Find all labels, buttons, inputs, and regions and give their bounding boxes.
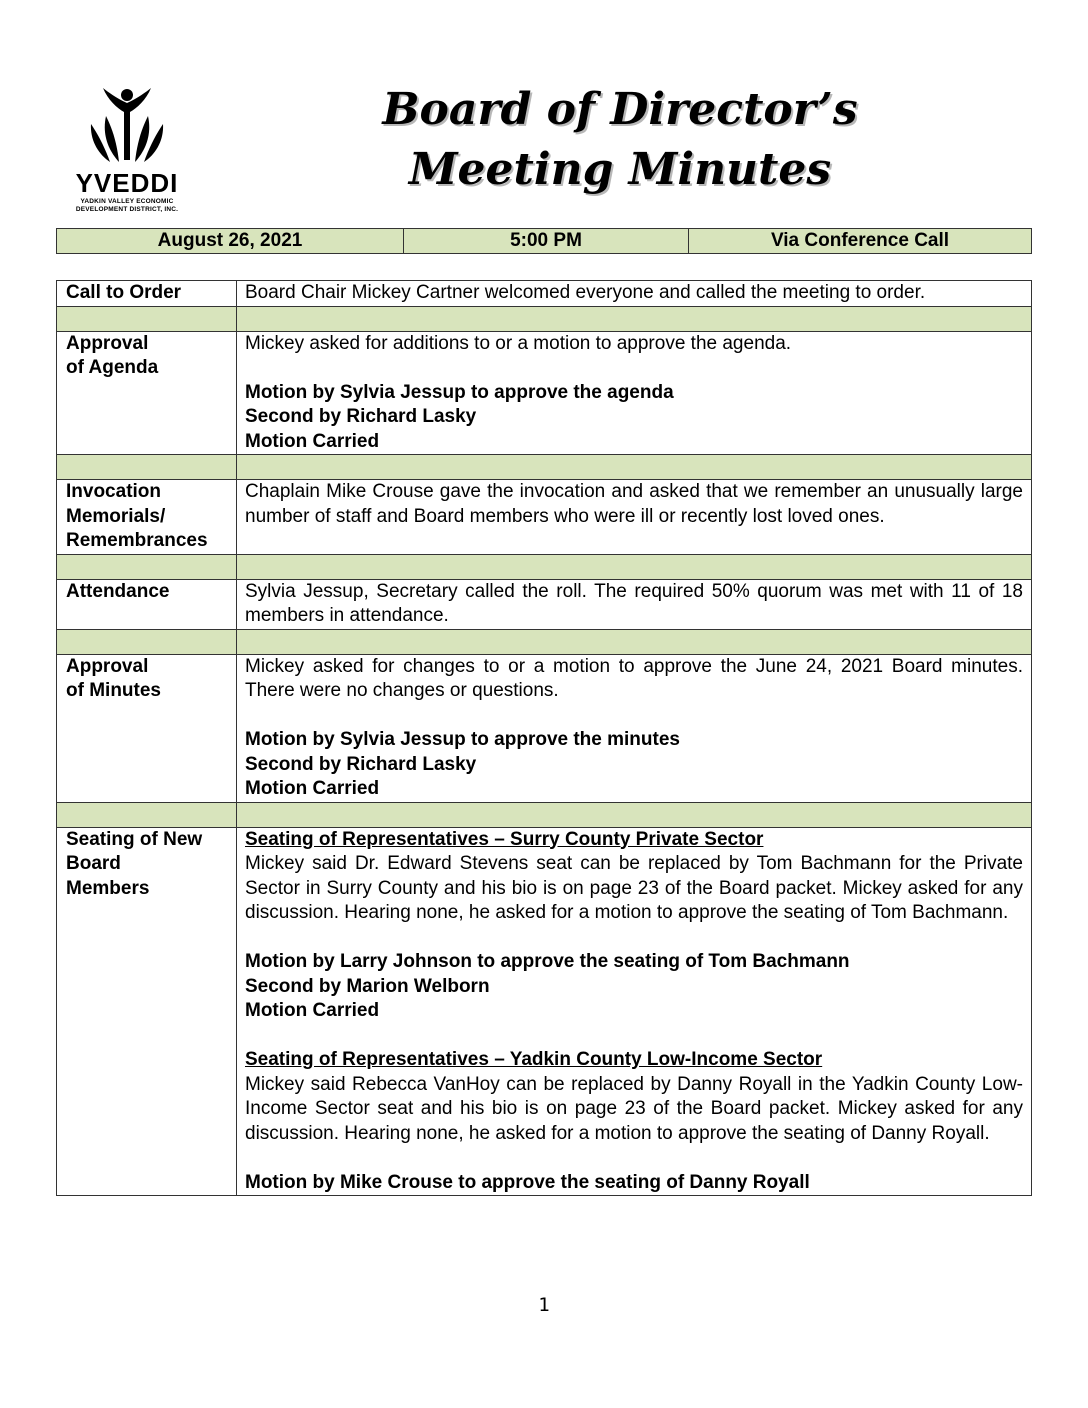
second-text: Second by Richard Lasky	[245, 753, 477, 775]
row-label: Call to Order	[57, 281, 237, 307]
row-invocation	[57, 480, 1032, 555]
row-body: Board Chair Mickey Cartner welcomed everyone and called the meeting to order.	[237, 281, 1032, 307]
motion-result: Motion Carried	[245, 778, 380, 799]
motion-text: Motion by Sylvia Jessup to approve the agenda	[245, 381, 674, 403]
motion-result: Motion Carried	[245, 1000, 380, 1021]
row-label: Invocation Memorials/ Remembrances	[57, 480, 237, 555]
yadkin-text: Mickey said Rebecca VanHoy can be replaced by Danny Royall in the Yadkin County Low-Income Sector seat and his bio is on page 23 of the Board packet. Mickey asked for any discussion. Hearing none, he asked for a motion to approve the seating of Danny Royall.	[245, 1073, 1023, 1144]
yveddi-logo	[62, 86, 192, 218]
meeting-time: 5:00 PM	[404, 229, 689, 254]
row-label: Seating of New Board Members	[57, 827, 237, 1196]
row-body: Mickey asked for additions to or a motion to approve the agenda. Motion by Sylvia Jessup to approve the agenda Second by Richard Lasky Motion Carried	[237, 331, 1032, 455]
row-attendance	[57, 579, 1032, 629]
document-title	[320, 80, 920, 200]
meeting-info-table	[56, 228, 1032, 254]
page-number: 1	[538, 1294, 550, 1316]
logo-subtitle: YADKIN VALLEY ECONOMIC DEVELOPMENT DISTRICT, INC.	[75, 198, 179, 213]
row-label: Approval of Minutes	[57, 654, 237, 802]
title-line-2: Meeting Minutes	[408, 144, 832, 195]
row-body: Chaplain Mike Crouse gave the invocation and asked that we remember an unusually large number of staff and Board members who were ill or recently lost loved ones.	[237, 480, 1032, 555]
row-call-to-order	[57, 281, 1032, 307]
row-seating-of-new-board-members	[57, 827, 1032, 1196]
figure-leaves-icon	[86, 86, 168, 166]
separator-row	[57, 306, 1032, 331]
minutes-table	[56, 280, 1032, 1196]
row-label: Attendance	[57, 579, 237, 629]
yadkin-heading: Seating of Representatives – Yadkin County Low-Income Sector	[245, 1049, 823, 1070]
separator-row	[57, 629, 1032, 654]
second-text: Second by Richard Lasky	[245, 406, 477, 427]
row-label: Approval of Agenda	[57, 331, 237, 455]
row-body: Mickey asked for changes to or a motion to approve the June 24, 2021 Board minutes. There were no changes or questions. Motion by Sylvia Jessup to approve the minutes Second by Richard Lasky Motion Carried	[237, 654, 1032, 802]
motion-text: Motion by Mike Crouse to approve the seating of Danny Royall	[245, 1171, 810, 1193]
motion-result: Motion Carried	[245, 430, 380, 452]
title-line-1: Board of Director’s	[382, 84, 858, 135]
surry-heading: Seating of Representatives – Surry County Private Sector	[245, 828, 764, 850]
logo-wordmark: YVEDDI	[75, 168, 179, 198]
separator-row	[57, 554, 1032, 579]
separator-row	[57, 455, 1032, 480]
motion-text: Motion by Sylvia Jessup to approve the minutes	[245, 729, 680, 750]
meeting-location: Via Conference Call	[689, 229, 1032, 254]
row-body: Sylvia Jessup, Secretary called the roll. The required 50% quorum was met with 11 of 18 members in attendance.	[237, 579, 1032, 629]
meeting-date: August 26, 2021	[57, 229, 404, 254]
row-approval-of-minutes	[57, 654, 1032, 802]
row-body	[237, 827, 1032, 1196]
row-approval-of-agenda	[57, 331, 1032, 455]
motion-text: Motion by Larry Johnson to approve the seating of Tom Bachmann	[245, 951, 850, 972]
separator-row	[57, 802, 1032, 827]
second-text: Second by Marion Welborn	[245, 975, 490, 997]
surry-text: Mickey said Dr. Edward Stevens seat can be replaced by Tom Bachmann for the Private Sector in Surry County and his bio is on page 23 of the Board packet. Mickey asked for any discussion. Hearing none, he asked for a motion to approve the seating of Tom Bachmann.	[245, 853, 1023, 923]
